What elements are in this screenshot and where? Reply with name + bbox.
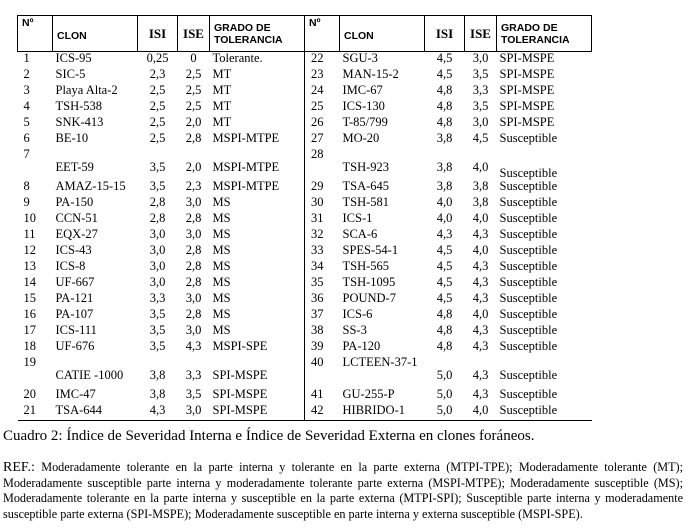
header-isi-right: ISI bbox=[425, 16, 465, 52]
cell-ise: 2,8 bbox=[185, 131, 202, 145]
cell-clon: TSH-923 bbox=[342, 159, 390, 174]
cell-grado: MSPI-MTPE bbox=[212, 179, 280, 193]
table-row bbox=[18, 180, 592, 196]
cell-grado: Susceptible bbox=[499, 307, 558, 321]
cell-isi: 4,8 bbox=[436, 307, 453, 321]
table-row bbox=[18, 132, 592, 148]
cell-ise: 4,3 bbox=[472, 323, 489, 337]
header-clon-left: CLON bbox=[53, 16, 138, 52]
cell-isi: 0,25 bbox=[146, 51, 169, 65]
cell-isi: 4,3 bbox=[138, 404, 178, 421]
cell-grado: Susceptible bbox=[499, 259, 558, 273]
cell-num: 12 bbox=[23, 243, 36, 257]
cell-clon: ICS-6 bbox=[342, 307, 373, 321]
cell-grado: Susceptible bbox=[499, 227, 558, 241]
cell-num: 25 bbox=[305, 100, 340, 116]
table-row bbox=[18, 260, 592, 276]
cell-grado: SPI-MSPE bbox=[212, 387, 268, 401]
cell-isi: 3,8 bbox=[149, 387, 166, 401]
cell-num: 11 bbox=[23, 227, 36, 241]
cell-isi: 3,5 bbox=[149, 307, 166, 321]
cell-isi: 3,8 bbox=[149, 367, 166, 382]
cell-clon: ICS-130 bbox=[342, 99, 385, 113]
cell-num: 10 bbox=[23, 211, 36, 225]
cell-grado: MT bbox=[212, 99, 232, 113]
cell-clon: EET-59 bbox=[55, 159, 94, 174]
cell-ise: 3,8 bbox=[472, 179, 489, 193]
cell-ise: 2,3 bbox=[185, 179, 202, 193]
cell-num: 32 bbox=[305, 228, 340, 244]
cell-ise: 4,0 bbox=[465, 404, 497, 421]
cell-grado: MSPI-MTPE bbox=[212, 131, 280, 145]
cell-num: 14 bbox=[23, 275, 36, 289]
cell-grado: Tolerante. bbox=[212, 51, 263, 65]
cell-clon: MAN-15-2 bbox=[342, 67, 399, 81]
cell-ise: 4,3 bbox=[472, 275, 489, 289]
cell-ise: 2,8 bbox=[185, 259, 202, 273]
cell-ise: 3,0 bbox=[178, 404, 210, 421]
cell-num: 23 bbox=[305, 68, 340, 84]
cell-isi: 2,5 bbox=[149, 131, 166, 145]
cell-grado: SPI-MSPE bbox=[210, 404, 305, 421]
cell-ise: 2,8 bbox=[185, 275, 202, 289]
cell-grado: MS bbox=[212, 227, 231, 241]
cell-clon: Playa Alta-2 bbox=[55, 83, 118, 97]
cell-num: 37 bbox=[305, 308, 340, 324]
cell-isi: 3,0 bbox=[149, 275, 166, 289]
severity-table bbox=[17, 15, 592, 421]
cell-num: 29 bbox=[305, 180, 340, 196]
cell-isi: 3,0 bbox=[149, 243, 166, 257]
cell-isi: 4,8 bbox=[436, 339, 453, 353]
cell-num: 15 bbox=[23, 291, 36, 305]
cell-ise: 4,3 bbox=[472, 387, 489, 401]
cell-grado: MS bbox=[212, 323, 231, 337]
cell-grado: MT bbox=[212, 83, 232, 97]
cell-isi: 3,8 bbox=[436, 159, 453, 174]
cell-ise: 2,5 bbox=[185, 83, 202, 97]
header-num-right: Nº bbox=[305, 16, 340, 52]
cell-grado: MS bbox=[212, 211, 231, 225]
cell-clon: POUND-7 bbox=[342, 291, 396, 305]
cell-clon: ICS-111 bbox=[55, 323, 97, 337]
cell-grado: Susceptible bbox=[499, 195, 558, 209]
table-row bbox=[18, 116, 592, 132]
table-row bbox=[18, 228, 592, 244]
cell-grado: MS bbox=[212, 307, 231, 321]
cell-ise: 3,0 bbox=[185, 227, 202, 241]
cell-clon: SS-3 bbox=[342, 323, 367, 337]
cell-clon: CCN-51 bbox=[55, 211, 98, 225]
header-grado-left: GRADO DE TOLERANCIA bbox=[210, 16, 305, 52]
cell-ise: 4,3 bbox=[472, 227, 489, 241]
cell-clon: TSH-538 bbox=[55, 99, 103, 113]
cell-clon: ICS-43 bbox=[55, 243, 92, 257]
cell-clon: SPES-54-1 bbox=[342, 243, 399, 257]
cell-isi: 3,5 bbox=[149, 323, 166, 337]
cell-isi: 3,0 bbox=[149, 259, 166, 273]
cell-num: 17 bbox=[23, 323, 36, 337]
cell-clon: ICS-8 bbox=[55, 259, 86, 273]
cell-ise: 3,3 bbox=[472, 83, 489, 97]
cell-ise: 2,5 bbox=[185, 67, 202, 81]
cell-grado: SPI-MSPE bbox=[499, 51, 555, 65]
cell-clon: EQX-27 bbox=[55, 227, 98, 241]
cell-clon: MO-20 bbox=[342, 131, 380, 145]
cell-clon: LCTEEN-37-1 bbox=[342, 355, 418, 369]
header-num-left: Nº bbox=[18, 16, 53, 52]
cell-isi: 4,5 bbox=[436, 67, 453, 81]
cell-grado: Susceptible bbox=[499, 211, 558, 225]
cell-clon: TSA-645 bbox=[342, 179, 390, 193]
cell-ise: 2,8 bbox=[185, 211, 202, 225]
cell-clon: IMC-67 bbox=[342, 83, 383, 97]
header-clon-right: CLON bbox=[340, 16, 425, 52]
header-ise-right: ISE bbox=[465, 16, 497, 52]
cell-num: 41 bbox=[305, 388, 340, 404]
cell-isi: 3,5 bbox=[149, 179, 166, 193]
cell-clon: PA-120 bbox=[342, 339, 381, 353]
cell-num: 31 bbox=[305, 212, 340, 228]
cell-ise: 2,8 bbox=[185, 307, 202, 321]
cell-num: 38 bbox=[305, 324, 340, 340]
cell-grado: MS bbox=[212, 291, 231, 305]
cell-clon: PA-107 bbox=[55, 307, 94, 321]
table-body bbox=[18, 52, 592, 421]
cell-clon: HIBRIDO-1 bbox=[340, 404, 425, 421]
cell-grado: SPI-MSPE bbox=[499, 115, 555, 129]
cell-isi: 2,3 bbox=[149, 67, 166, 81]
cell-isi: 5,0 bbox=[436, 367, 453, 382]
cell-num: 33 bbox=[305, 244, 340, 260]
cell-clon: T-85/799 bbox=[342, 115, 388, 129]
table-header-row bbox=[18, 16, 592, 52]
header-grado-right: GRADO DE TOLERANCIA bbox=[497, 16, 592, 52]
cell-num: 16 bbox=[23, 307, 36, 321]
cell-isi: 4,0 bbox=[436, 195, 453, 209]
cell-isi: 4,5 bbox=[436, 51, 453, 65]
cell-ise: 2,5 bbox=[185, 99, 202, 113]
cell-clon: IMC-47 bbox=[55, 387, 96, 401]
cell-ise: 2,0 bbox=[185, 159, 202, 174]
cell-grado: MSPI-SPE bbox=[212, 339, 268, 353]
cell-ise: 4,3 bbox=[472, 339, 489, 353]
cell-clon: TSH-1095 bbox=[342, 275, 396, 289]
cell-grado: MS bbox=[212, 243, 231, 257]
table-row bbox=[18, 84, 592, 100]
cell-grado: Susceptible bbox=[497, 404, 592, 421]
header-isi-left: ISI bbox=[138, 16, 178, 52]
cell-num: 34 bbox=[305, 260, 340, 276]
cell-isi: 3,0 bbox=[149, 227, 166, 241]
cell-grado: MS bbox=[212, 259, 231, 273]
table-caption: Cuadro 2: Índice de Severidad Interna e Índice de Severidad Externa en clones foráneos. bbox=[3, 428, 535, 444]
cell-ise: 4,0 bbox=[472, 159, 489, 174]
cell-clon: SNK-413 bbox=[55, 115, 104, 129]
table-row bbox=[18, 100, 592, 116]
cell-isi: 4,0 bbox=[436, 211, 453, 225]
cell-clon: PA-150 bbox=[55, 195, 94, 209]
cell-num: 36 bbox=[305, 292, 340, 308]
cell-ise: 3,8 bbox=[472, 195, 489, 209]
table-row bbox=[18, 68, 592, 84]
cell-num: 30 bbox=[305, 196, 340, 212]
cell-ise: 4,0 bbox=[472, 307, 489, 321]
cell-grado: Susceptible bbox=[499, 323, 558, 337]
cell-num: 24 bbox=[305, 84, 340, 100]
cell-ise: 3,5 bbox=[472, 67, 489, 81]
cell-num: 18 bbox=[23, 339, 36, 353]
cell-num: 21 bbox=[18, 404, 53, 421]
cell-isi: 2,5 bbox=[149, 115, 166, 129]
cell-ise: 3,0 bbox=[185, 323, 202, 337]
cell-num: 2 bbox=[23, 67, 30, 81]
cell-num: 9 bbox=[23, 195, 30, 209]
cell-isi: 5,0 bbox=[425, 404, 465, 421]
cell-ise: 2,8 bbox=[185, 243, 202, 257]
cell-ise: 3,5 bbox=[472, 99, 489, 113]
cell-grado: SPI-MSPE bbox=[499, 99, 555, 113]
table-row bbox=[18, 244, 592, 260]
cell-grado: SPI-MSPE bbox=[212, 367, 268, 382]
cell-clon: TSA-644 bbox=[53, 404, 138, 421]
cell-ise: 3,3 bbox=[185, 367, 202, 382]
cell-isi: 4,8 bbox=[436, 83, 453, 97]
cell-grado: Susceptible bbox=[499, 243, 558, 257]
cell-ise: 3,0 bbox=[472, 115, 489, 129]
cell-num: 6 bbox=[23, 131, 30, 145]
cell-clon: TSH-565 bbox=[342, 259, 390, 273]
cell-isi: 5,0 bbox=[436, 387, 453, 401]
cell-ise: 3,5 bbox=[185, 387, 202, 401]
cell-clon: PA-121 bbox=[55, 291, 94, 305]
table-row bbox=[18, 52, 592, 69]
reference-note bbox=[3, 460, 683, 522]
cell-clon: SGU-3 bbox=[342, 51, 378, 65]
cell-grado: MT bbox=[212, 115, 232, 129]
table-row bbox=[18, 340, 592, 356]
table-row bbox=[18, 404, 592, 421]
cell-isi: 3,5 bbox=[149, 339, 166, 353]
cell-grado: MS bbox=[212, 195, 231, 209]
cell-grado: Susceptible bbox=[499, 339, 558, 353]
cell-num: 26 bbox=[305, 116, 340, 132]
cell-ise: 4,0 bbox=[472, 211, 489, 225]
cell-isi: 2,5 bbox=[149, 83, 166, 97]
cell-isi: 4,8 bbox=[436, 115, 453, 129]
cell-ise: 3,0 bbox=[472, 51, 489, 65]
cell-isi: 4,5 bbox=[436, 259, 453, 273]
cell-ise: 3,0 bbox=[185, 291, 202, 305]
cell-clon: UF-676 bbox=[55, 339, 95, 353]
cell-grado: Susceptible bbox=[499, 367, 558, 382]
cell-isi: 3,5 bbox=[149, 159, 166, 174]
cell-isi: 4,5 bbox=[436, 275, 453, 289]
cell-grado: Susceptible bbox=[499, 179, 558, 193]
cell-grado: Susceptible bbox=[499, 291, 558, 305]
cell-ise: 4,3 bbox=[472, 367, 489, 382]
table-row bbox=[18, 388, 592, 404]
cell-clon: ICS-95 bbox=[55, 51, 92, 65]
cell-num: 28 bbox=[305, 148, 340, 180]
table-row bbox=[18, 308, 592, 324]
cell-grado: Susceptible bbox=[499, 166, 558, 180]
cell-isi: 2,5 bbox=[149, 99, 166, 113]
cell-num: 40 bbox=[305, 356, 340, 388]
cell-ise: 4,3 bbox=[472, 259, 489, 273]
cell-num: 4 bbox=[23, 99, 30, 113]
cell-grado: Susceptible bbox=[499, 131, 558, 145]
cell-num: 13 bbox=[23, 259, 36, 273]
cell-ise: 4,3 bbox=[472, 291, 489, 305]
cell-num: 1 bbox=[23, 51, 30, 65]
cell-isi: 3,3 bbox=[149, 291, 166, 305]
cell-clon: ICS-1 bbox=[342, 211, 373, 225]
cell-clon: TSH-581 bbox=[342, 195, 390, 209]
cell-num: 42 bbox=[305, 404, 340, 421]
cell-clon: AMAZ-15-15 bbox=[55, 179, 126, 193]
cell-isi: 4,3 bbox=[436, 227, 453, 241]
cell-clon: UF-667 bbox=[55, 275, 95, 289]
cell-clon: CATIE -1000 bbox=[55, 367, 124, 382]
table-row bbox=[18, 292, 592, 308]
cell-clon: SIC-5 bbox=[55, 67, 86, 81]
cell-num: 5 bbox=[23, 115, 30, 129]
table-row bbox=[18, 212, 592, 228]
cell-grado: MSPI-MTPE bbox=[212, 159, 280, 174]
cell-isi: 3,8 bbox=[436, 131, 453, 145]
cell-grado: SPI-MSPE bbox=[499, 67, 555, 81]
cell-ise: 4,0 bbox=[472, 243, 489, 257]
header-ise-left: ISE bbox=[178, 16, 210, 52]
table-row bbox=[18, 148, 592, 180]
cell-num: 39 bbox=[305, 340, 340, 356]
cell-isi: 4,8 bbox=[436, 323, 453, 337]
cell-ise: 0 bbox=[190, 51, 197, 65]
cell-grado: SPI-MSPE bbox=[499, 83, 555, 97]
table-row bbox=[18, 324, 592, 340]
table-row bbox=[18, 196, 592, 212]
reference-text: Moderadamente tolerante en la parte interna y tolerante en la parte externa (MTPI-TPE); Moderadamente tolerante (MT); Moderadamente susceptible parte interna y moderadamente tolerante parte externa (MSPI-MTPE); Moderadamente susceptible (MS); Moderadamente tolerante en la parte interna y susceptible en la parte externa (MTPI-SPI); Susceptible parte interna y moderadamente susceptible parte externa (SPI-MSPE); Moderadamente susceptible en parte interna y externa susceptible (MSPI-SPE). bbox=[3, 460, 683, 521]
cell-grado: MS bbox=[212, 275, 231, 289]
cell-num: 20 bbox=[23, 387, 36, 401]
cell-ise: 2,0 bbox=[185, 115, 202, 129]
cell-grado: Susceptible bbox=[499, 275, 558, 289]
cell-isi: 3,8 bbox=[436, 179, 453, 193]
cell-clon: GU-255-P bbox=[342, 387, 395, 401]
cell-num: 3 bbox=[23, 83, 30, 97]
cell-ise: 3,0 bbox=[185, 195, 202, 209]
cell-num: 22 bbox=[305, 52, 340, 69]
cell-grado: Susceptible bbox=[499, 387, 558, 401]
cell-grado: MT bbox=[212, 67, 232, 81]
cell-isi: 2,8 bbox=[149, 195, 166, 209]
cell-isi: 4,5 bbox=[436, 243, 453, 257]
cell-ise: 4,3 bbox=[185, 339, 202, 353]
cell-num: 27 bbox=[305, 132, 340, 148]
reference-lead: REF.: bbox=[3, 460, 35, 475]
cell-isi: 2,8 bbox=[149, 211, 166, 225]
cell-clon: SCA-6 bbox=[342, 227, 378, 241]
cell-isi: 4,8 bbox=[436, 99, 453, 113]
cell-num: 19 bbox=[23, 355, 36, 369]
table-row bbox=[18, 356, 592, 388]
cell-num: 7 bbox=[23, 147, 30, 161]
cell-clon: BE-10 bbox=[55, 131, 89, 145]
cell-isi: 4,5 bbox=[436, 291, 453, 305]
cell-ise: 4,5 bbox=[472, 131, 489, 145]
table-row bbox=[18, 276, 592, 292]
cell-num: 35 bbox=[305, 276, 340, 292]
cell-num: 8 bbox=[23, 179, 30, 193]
